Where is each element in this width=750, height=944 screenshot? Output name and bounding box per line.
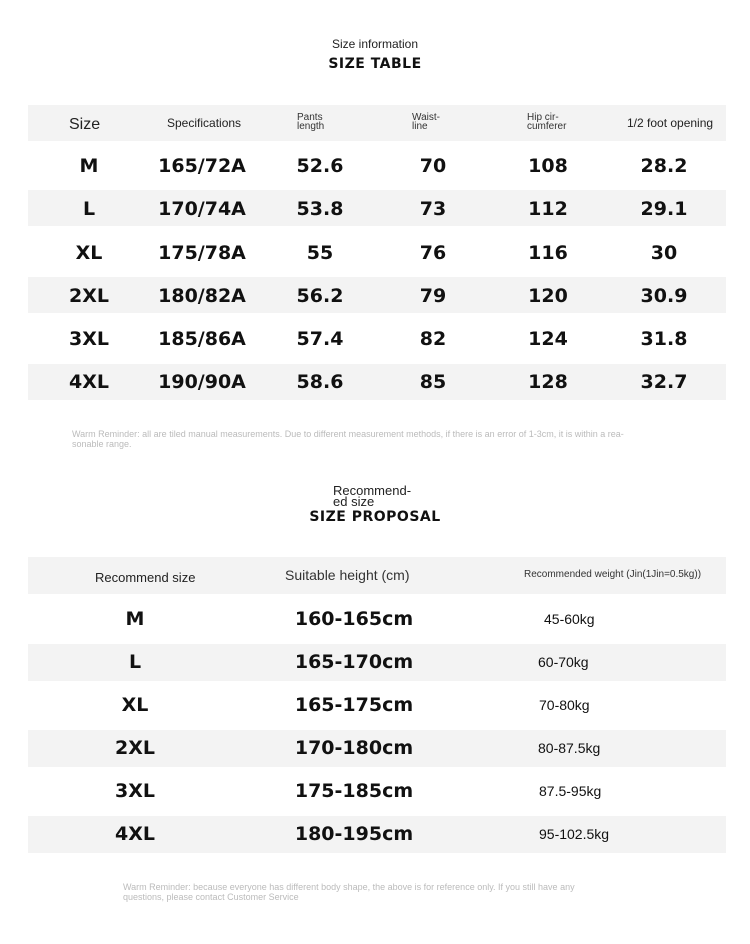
size-proposal-title: SIZE PROPOSAL xyxy=(309,509,441,525)
header-recommended-weight: Recommended weight (Jin(1Jin=0.5kg)) xyxy=(524,569,702,580)
table-row: M 165/72A 52.6 70 108 28.2 xyxy=(79,155,688,177)
proposal-row: 2XL 170-180cm 80-87.5kg xyxy=(115,737,601,759)
recommended-size-subtitle: Recommend- ed size xyxy=(333,483,412,509)
table-row: 4XL 190/90A 58.6 85 128 32.7 xyxy=(69,371,688,393)
proposal-row: 3XL 175-185cm 87.5-95kg xyxy=(115,780,602,802)
size-info-subtitle: Size information xyxy=(331,37,419,51)
header-waistline: Waist- line xyxy=(412,112,440,132)
proposal-row: 4XL 180-195cm 95-102.5kg xyxy=(115,823,610,845)
header-suitable-height: Suitable height (cm) xyxy=(285,567,410,583)
header-size: Size xyxy=(69,116,101,133)
table-row: XL 175/78A 55 76 116 30 xyxy=(75,242,678,264)
header-pants-length: Pants length xyxy=(297,112,325,132)
size-table-header xyxy=(28,105,726,141)
header-specifications: Specifications xyxy=(167,116,242,130)
header-recommend-size: Recommend size xyxy=(95,570,196,585)
table-row: 3XL 185/86A 57.4 82 124 31.8 xyxy=(69,328,688,350)
header-foot-opening: 1/2 foot opening xyxy=(627,116,714,130)
header-hip: Hip cir- cumferer xyxy=(527,112,567,132)
proposal-reminder: Warm Reminder: because everyone has different body shape, the above is for reference only. If you still have any questions, please contact Customer Service xyxy=(123,882,575,902)
proposal-row: M 160-165cm 45-60kg xyxy=(125,608,595,630)
proposal-row: L 165-170cm 60-70kg xyxy=(128,651,589,673)
size-table-title: SIZE TABLE xyxy=(328,56,422,72)
table-row: 2XL 180/82A 56.2 79 120 30.9 xyxy=(69,285,688,307)
table-row: L 170/74A 53.8 73 112 29.1 xyxy=(82,198,688,220)
proposal-row: XL 165-175cm 70-80kg xyxy=(121,694,590,716)
size-table-reminder: Warm Reminder: all are tiled manual measurements. Due to different measurement methods, if there is an error of 1-3cm, it is within a rea- sonable range. xyxy=(72,429,624,449)
